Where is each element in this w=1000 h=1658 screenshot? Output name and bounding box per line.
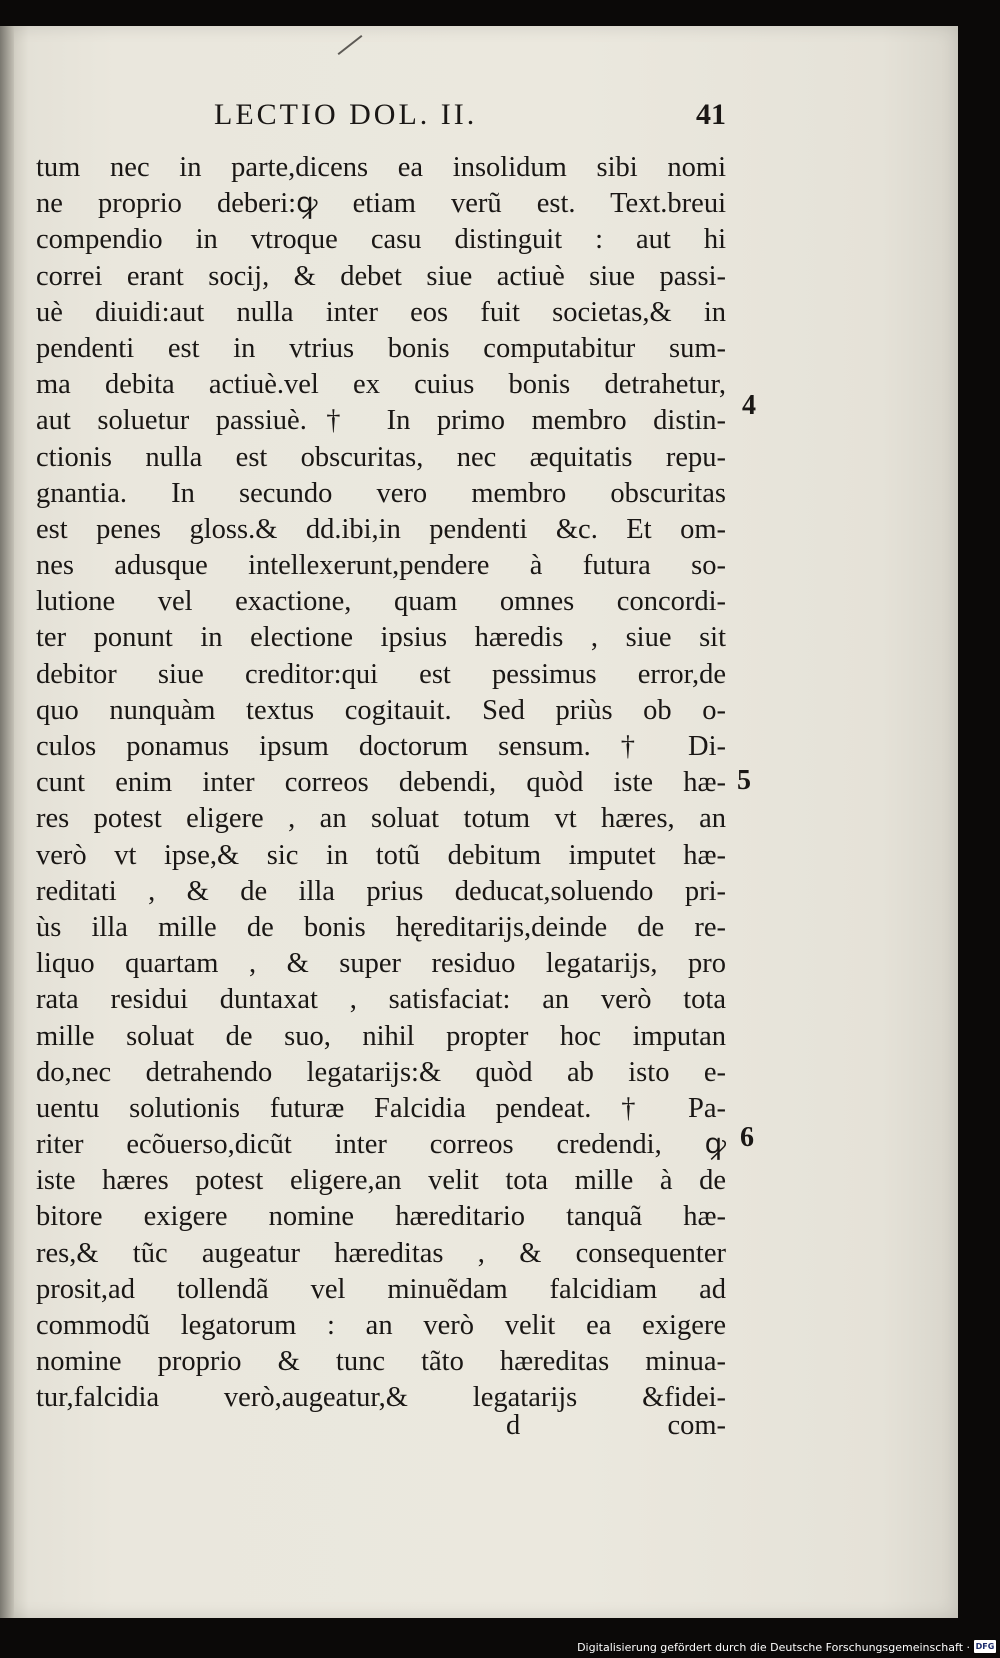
folio-number: 41 [696, 98, 726, 131]
text-line: res potest eligere , an soluat totum vt hæres, an [36, 803, 726, 835]
text-line: est penes gloss.& dd.ibi,in pendenti &c. Et om- [36, 513, 726, 545]
text-line: ma debita actiuè.vel ex cuius bonis detrahetur, [36, 369, 726, 401]
running-head: LECTIO DOL. II. [214, 98, 478, 131]
text-line: quo nunquàm textus cogitauit. Sed priùs ob o- [36, 694, 726, 726]
digitization-credit-bar [0, 1636, 1000, 1658]
text-line: tur,falcidia verò,augeatur,& legatarijs &fidei- [36, 1382, 726, 1414]
catchword: com- [667, 1410, 726, 1441]
digitization-credit: Digitalisierung gefördert durch die Deutsche Forschungsgemeinschaft · [577, 1641, 970, 1654]
text-line: cunt enim inter correos debendi, quòd iste hæ- [36, 767, 726, 799]
text-line: uè diuidi:aut nulla inter eos fuit societas,& in [36, 296, 726, 328]
text-line: uentu solutionis futuræ Falcidia pendeat. † Pa- [36, 1092, 726, 1124]
text-line: nes adusque intellexerunt,pendere à futura so- [36, 550, 726, 582]
dfg-logo: DFG [975, 1642, 995, 1651]
text-line: ter ponunt in electione ipsius hæredis , siue sit [36, 622, 726, 654]
text-line: gnantia. In secundo vero membro obscuritas [36, 477, 726, 509]
text-line: ùs illa mille de bonis hęreditarijs,deinde de re- [36, 911, 726, 943]
text-line: culos ponamus ipsum doctorum sensum. † Di- [36, 731, 726, 762]
page-header [36, 90, 726, 150]
text-line: correi erant socij, & debet siue actiuè siue passi- [36, 260, 726, 292]
text-line: verò vt ipse,& sic in totũ debitum imputet hæ- [36, 839, 726, 871]
text-line: iste hæres potest eligere,an velit tota mille à de [36, 1165, 726, 1197]
margin-number: 6 [740, 1122, 754, 1153]
text-line: tum nec in parte,dicens ea insolidum sibi nomi [36, 152, 726, 183]
pen-mark [338, 35, 363, 55]
text-line: pendenti est in vtrius bonis computabitur sum- [36, 332, 726, 364]
text-line: ne proprio deberi:ꝙ etiam verũ est. Text.breui [36, 188, 726, 220]
signature-mark: d [506, 1410, 521, 1441]
page-footer [36, 1410, 726, 1450]
text-line: rata residui duntaxat , satisfaciat: an verò tota [36, 984, 726, 1016]
text-line: aut soluetur passiuè.† In primo membro distin- [36, 405, 726, 437]
text-line: commodũ legatorum : an verò velit ea exigere [36, 1310, 726, 1341]
text-line: compendio in vtroque casu distinguit : aut hi [36, 224, 726, 256]
page-gutter [0, 26, 14, 1618]
text-line: liquo quartam , & super residuo legatarijs, pro [36, 948, 726, 980]
margin-number: 5 [737, 765, 751, 796]
text-line: bitore exigere nomine hæreditario tanquã hæ- [36, 1201, 726, 1233]
text-line: do,nec detrahendo legatarijs:& quòd ab isto e- [36, 1056, 726, 1088]
text-line: ctionis nulla est obscuritas, nec æquitatis repu- [36, 441, 726, 473]
margin-number: 4 [742, 390, 756, 421]
text-line: mille soluat de suo, nihil propter hoc imputan [36, 1020, 726, 1052]
text-line: reditati , & de illa prius deducat,soluendo pri- [36, 875, 726, 907]
text-line: nomine proprio & tunc tãto hæreditas minua- [36, 1346, 726, 1378]
text-line: debitor siue creditor:qui est pessimus error,de [36, 658, 726, 690]
text-line: prosit,ad tollendã vel minuẽdam falcidiam ad [36, 1273, 726, 1305]
text-line: res,& tũc augeatur hæreditas , & consequenter [36, 1237, 726, 1269]
text-line: riter ecõuerso,dicũt inter correos credendi, ꝙ [36, 1129, 726, 1161]
body-text [36, 150, 726, 1417]
text-line: lutione vel exactione, quam omnes concordi- [36, 586, 726, 618]
